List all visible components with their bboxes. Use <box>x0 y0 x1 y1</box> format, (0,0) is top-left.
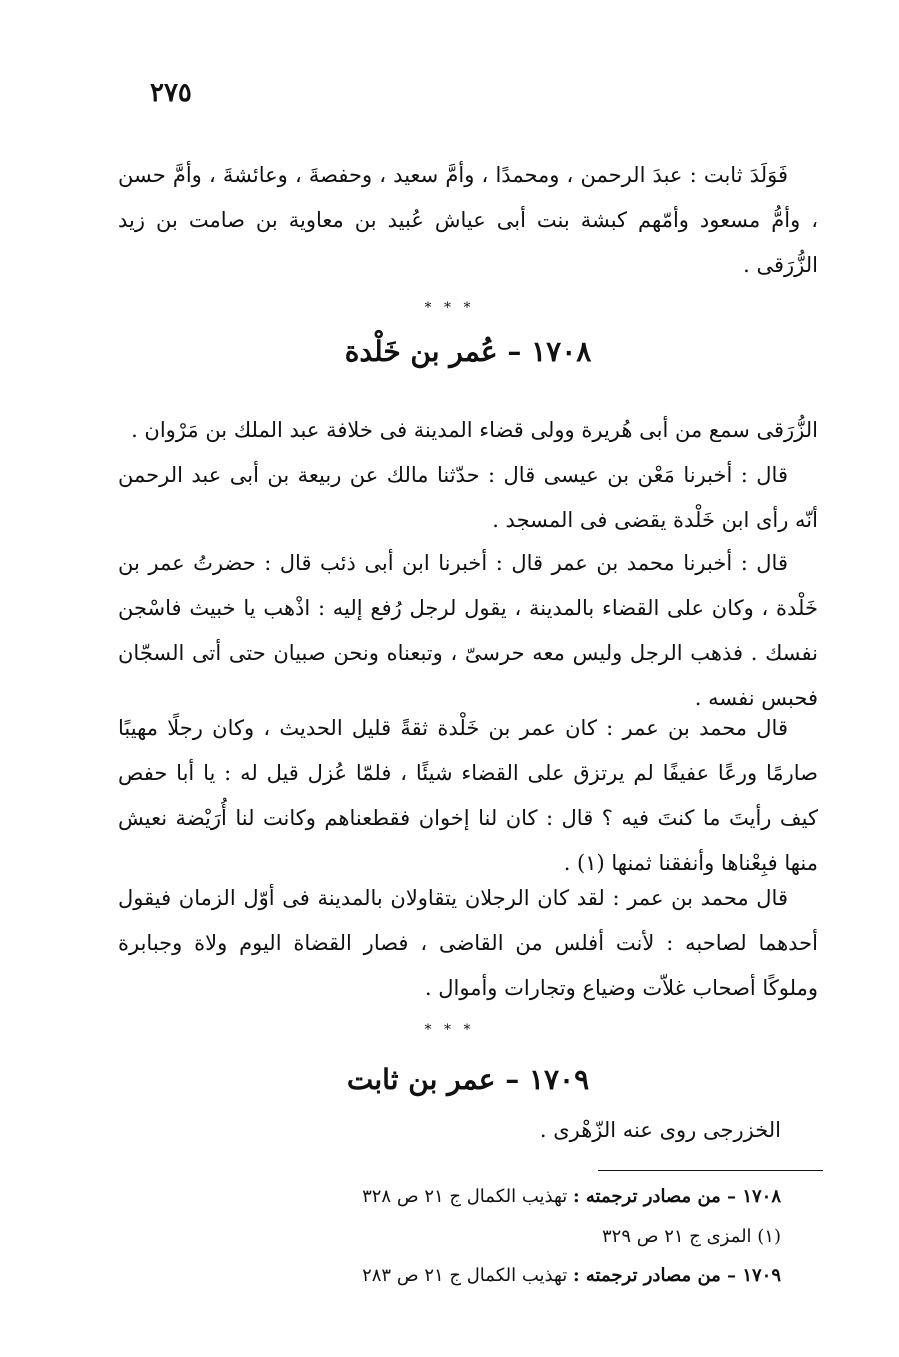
entry-1708-paragraph: قال : أخبرنا محمد بن عمر قال : أخبرنا ابن أبى ذئب قال : حضرتُ عمر بن خَلْدة ، وكان على القضاء بالمدينة ، يقول لرجل رُفع إليه : اذْهب يا خبيث فاسْجن نفسك . فذهب الرجل وليس معه حرسىّ ، وتبعناه ونحن صبيان حتى أتى السجّان فحبس نفسه . <box>118 551 818 710</box>
intro-paragraph: فَوَلَدَ ثابت : عبدَ الرحمن ، ومحمدًا ، وأمَّ سعيد ، وحفصةَ ، وعائشةَ ، وأمَّ حسن ، وأمُّ مسعود وأمّهم كبشة بنت أبى عياش عُبيد بن معاوية بن صامت بن زيد الزُّرَقى . <box>118 163 818 277</box>
entry-1709-text: الخزرجى روى عنه الزّهْرى . <box>539 1118 781 1142</box>
entry-1708-paragraph: قال محمد بن عمر : لقد كان الرجلان يتقاولان بالمدينة فى أوّل الزمان فيقول أحدهما لصاحبه : لأنت أفلس من القاضى ، فصار القضاة اليوم ولاة وجبابرة وملوكًا أصحاب غلاّت وضياع وتجارات وأموال . <box>118 886 818 1000</box>
entry-1708-paragraph: الزُّرَقى سمع من أبى هُريرة وولى قضاء المدينة فى خلافة عبد الملك بن مَرْوان . <box>131 418 818 442</box>
entry-1708-heading: ١٧٠٨ – عُمر بن خَلْدة <box>344 335 592 368</box>
footnote-divider <box>598 1170 823 1171</box>
footnote-1 <box>181 1226 781 1247</box>
footnote-1709 <box>181 1265 781 1286</box>
entry-1708-paragraph: قال : أخبرنا مَعْن بن عيسى قال : حدّثنا مالك عن ربيعة بن أبى عبد الرحمن أنّه رأى ابن خَلْدة يقضى فى المسجد . <box>118 463 818 532</box>
footnote-text: تهذيب الكمال ج ٢١ ص ٢٨٣ <box>362 1265 573 1286</box>
entry-1708-paragraph: قال محمد بن عمر : كان عمر بن خَلْدة ثقةً قليل الحديث ، وكان رجلًا مهيبًا صارمًا ورعًا عفيفًا لم يرتزق على القضاء شيئًا ، فلمّا عُزل قيل له : يا أبا حفص كيف رأيتَ ما كنتَ فيه ؟ قال : كان لنا إخوان فقطعناهم وكانت لنا أُرَيْضة نعيش منها فبِعْناها وأنفقنا ثمنها (١) . <box>118 716 818 875</box>
footnote-text: تهذيب الكمال ج ٢١ ص ٣٢٨ <box>362 1186 573 1207</box>
footnote-label: ١٧٠٨ – من مصادر ترجمته : <box>573 1186 781 1207</box>
footnote-text: (١) المزى ج ٢١ ص ٣٢٩ <box>602 1226 781 1247</box>
section-separator: * * * <box>424 1022 475 1038</box>
section-separator: * * * <box>424 300 475 316</box>
footnote-label: ١٧٠٩ – من مصادر ترجمته : <box>573 1265 781 1286</box>
footnote-1708 <box>181 1186 781 1207</box>
entry-1709-heading: ١٧٠٩ – عمر بن ثابت <box>346 1063 590 1096</box>
page-number: ٢٧٥ <box>150 78 192 108</box>
